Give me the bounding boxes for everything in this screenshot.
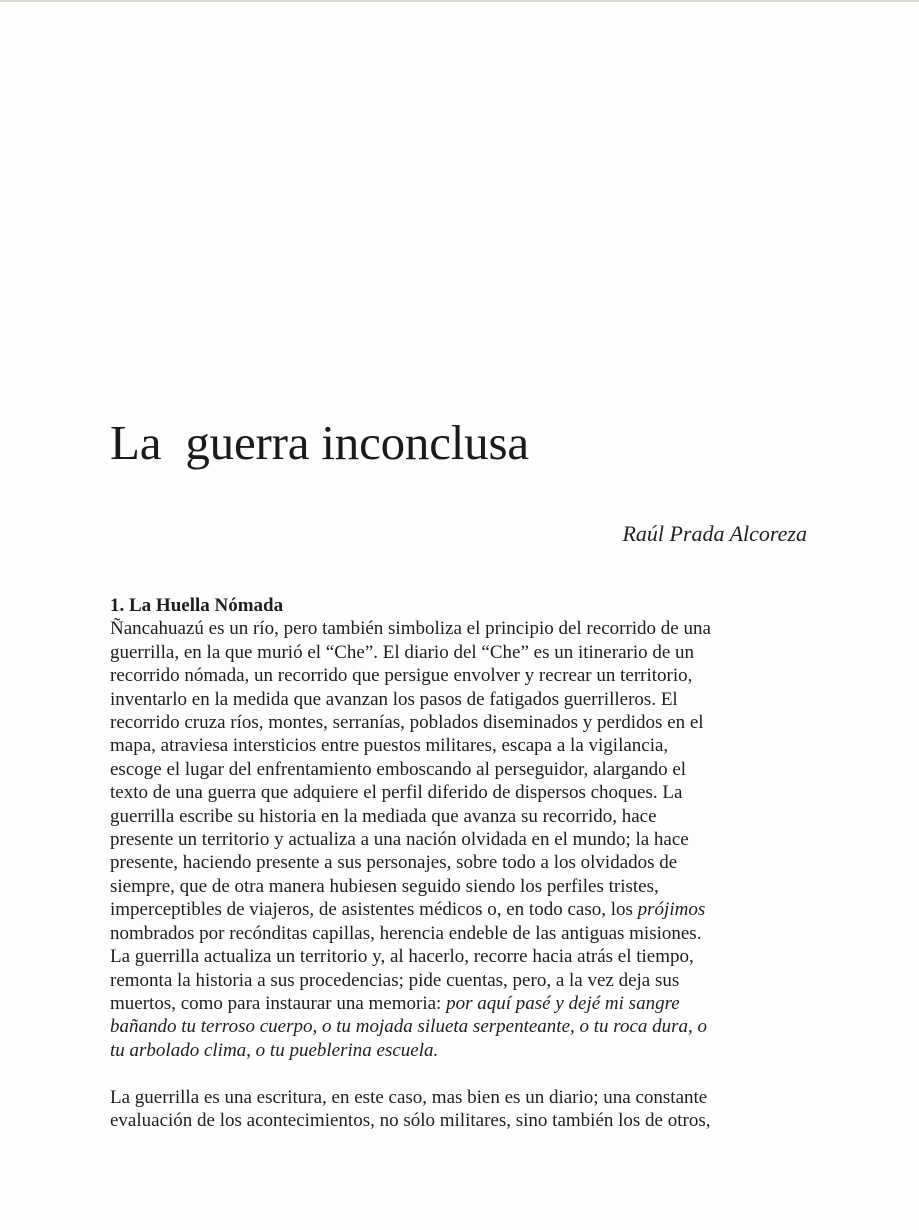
text-line: guerrilla escribe su historia en la mediada que avanza su recorrido, hace <box>110 805 657 827</box>
text-segment: imperceptibles de viajeros, de asistentes médicos o, en todo caso, los <box>110 899 638 921</box>
text-line: presente, haciendo presente a sus personajes, sobre todo a los olvidados de <box>110 852 678 874</box>
italic-line <box>110 1015 830 1038</box>
text-segment: muertos, como para instaurar una memoria: <box>110 992 447 1014</box>
italic-line <box>110 1039 830 1062</box>
italic-quote: por aquí pasé y dejé mi sangre <box>446 992 680 1014</box>
text-line: texto de una guerra que adquiere el perfil diferido de dispersos choques. La <box>110 782 683 804</box>
section-heading: 1. La Huella Nómada <box>110 595 284 616</box>
text-line-mixed <box>110 992 830 1015</box>
text-line: guerrilla, en la que murió el “Che”. El diario del “Che” es un itinerario de un <box>110 641 695 663</box>
text-line: escoge el lugar del enfrentamiento emboscando al perseguidor, alargando el <box>110 758 687 780</box>
italic-word: prójimos <box>637 899 706 921</box>
text-line: recorrido cruza ríos, montes, serranías, poblados diseminados y perdidos en el <box>110 712 704 734</box>
paragraph-gap <box>110 1062 830 1085</box>
text-line: La guerrilla actualiza un territorio y, al hacerlo, recorre hacia atrás el tiempo, <box>110 946 694 968</box>
page-title: La guerra inconclusa <box>110 415 529 470</box>
text-line-mixed <box>110 898 830 921</box>
text-line: inventarlo en la medida que avanzan los pasos de fatigados guerrilleros. El <box>110 688 678 710</box>
text-line: remonta la historia a sus procedencias; pide cuentas, pero, a la vez deja sus <box>110 969 680 991</box>
article-body <box>110 594 830 1132</box>
text-line: mapa, atraviesa intersticios entre puestos militares, escapa a la vigilancia, <box>110 735 669 757</box>
text-line: La guerrilla es una escritura, en este caso, mas bien es un diario; una constante <box>110 1086 708 1108</box>
author-name: Raúl Prada Alcoreza <box>622 521 807 546</box>
text-line: evaluación de los acontecimientos, no sólo militares, sino también los de otros, <box>110 1109 711 1131</box>
text-line: siempre, que de otra manera hubiesen seguido siendo los perfiles tristes, <box>110 875 659 897</box>
text-line: nombrados por recónditas capillas, herencia endeble de las antiguas misiones. <box>110 922 702 944</box>
text-line: recorrido nómada, un recorrido que persigue envolver y recrear un territorio, <box>110 665 693 687</box>
italic-quote: bañando tu terroso cuerpo, o tu mojada silueta serpenteante, o tu roca dura, o <box>110 1016 708 1038</box>
text-line: Ñancahuazú es un río, pero también simboliza el principio del recorrido de una <box>110 618 711 640</box>
italic-quote: tu arbolado clima, o tu pueblerina escuela. <box>110 1039 439 1061</box>
text-line: presente un territorio y actualiza a una nación olvidada en el mundo; la hace <box>110 829 689 851</box>
